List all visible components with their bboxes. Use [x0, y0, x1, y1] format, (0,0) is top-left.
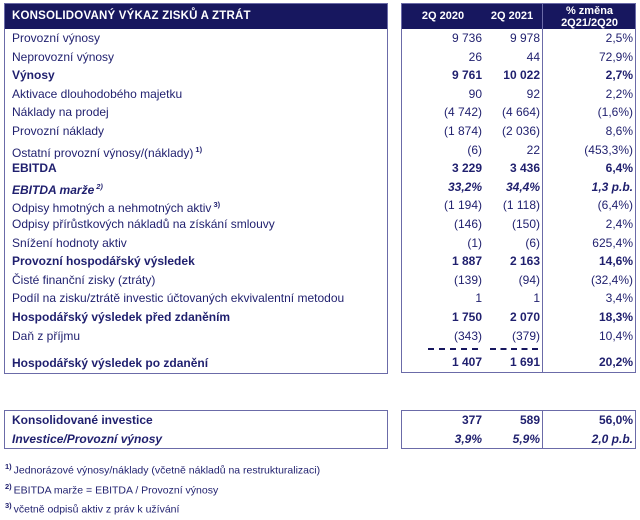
table-row	[402, 327, 635, 346]
table-row	[402, 103, 635, 122]
label-rows	[5, 29, 387, 373]
cell-c3: 18,3%	[598, 309, 633, 324]
cell-c2: (4 664)	[501, 105, 540, 120]
row-label-text: Náklady na prodej	[12, 105, 109, 120]
page-title: KONSOLIDOVANÝ VÝKAZ ZISKŮ A ZTRÁT	[5, 4, 387, 29]
cell-c3: 2,4%	[605, 216, 633, 231]
table-row	[402, 252, 635, 271]
row-label	[5, 308, 387, 327]
table-row	[402, 215, 635, 234]
cell-c3: 8,6%	[605, 123, 633, 138]
footnote-marker: 2)	[5, 481, 12, 491]
row-label-text: Čisté finanční zisky (ztráty)	[12, 272, 156, 287]
cell-c2: (379)	[511, 328, 540, 343]
row-label-text: Daň z příjmu	[12, 328, 81, 343]
column-header-change-line2: 2Q21/2Q20	[561, 17, 618, 29]
subtotal-rule-col1	[428, 348, 478, 350]
row-label	[5, 178, 387, 197]
cell-c2: 589	[519, 413, 540, 427]
table-row	[402, 159, 635, 178]
table-row	[402, 234, 635, 253]
cell-c1: 90	[468, 86, 482, 101]
subtotal-rule-col2	[490, 348, 538, 350]
row-label-text: Hospodářský výsledek po zdanění	[12, 356, 209, 371]
row-label	[5, 215, 387, 234]
numeric-panel	[401, 3, 636, 373]
row-label	[5, 327, 387, 346]
row-label-text: EBITDA marže	[12, 182, 95, 197]
row-label-text: Hospodářský výsledek před zdaněním	[12, 309, 231, 324]
cell-c1: 1	[475, 291, 482, 306]
footnote	[5, 479, 445, 499]
row-label-text: Podíl na zisku/ztrátě investic účtovaných ekvivalentní metodou	[12, 291, 345, 306]
cell-c2: 1	[533, 291, 540, 306]
cell-c3: 625,4%	[592, 235, 633, 250]
cell-c2: (6)	[525, 235, 540, 250]
column-header-change	[546, 4, 633, 29]
row-label-text: Neprovozní výnosy	[12, 49, 115, 64]
table-row	[402, 289, 635, 308]
row-label	[5, 29, 387, 48]
cell-c1: (146)	[453, 216, 482, 231]
table-row	[402, 196, 635, 215]
cell-c2: 22	[526, 142, 540, 157]
footnote	[5, 498, 445, 518]
row-label-text: Investice/Provozní výnosy	[12, 431, 163, 446]
cell-c2: 10 022	[503, 68, 540, 83]
row-label-text: Odpisy hmotných a nehmotných aktiv	[12, 201, 212, 215]
row-label	[5, 271, 387, 290]
footnote-marker: 3)	[213, 200, 221, 210]
spacer-row	[5, 345, 387, 354]
cell-c2: 1 691	[509, 355, 540, 370]
footnote-marker: 2)	[96, 181, 103, 191]
row-label	[5, 252, 387, 271]
investments-label-panel	[4, 410, 388, 449]
cell-c2: (2 036)	[501, 123, 540, 138]
cell-c3: 6,4%	[605, 161, 633, 176]
column-header-2q2021: 2Q 2021	[490, 10, 534, 22]
footnote	[5, 459, 445, 479]
table-row	[402, 271, 635, 290]
investments-label-rows	[5, 411, 387, 448]
cell-c1: 1 750	[451, 309, 482, 324]
footnote-text: Jednorázové výnosy/náklady (včetně nákladů na restrukturalizaci)	[13, 464, 321, 477]
cell-c2: 34,4%	[505, 179, 540, 194]
cell-c3: 3,4%	[605, 291, 633, 306]
cell-c2: 2 163	[509, 254, 540, 269]
row-label	[5, 234, 387, 253]
column-header-change-line1: % změna	[565, 5, 614, 17]
investments-numeric-rows	[402, 411, 635, 448]
table-row	[402, 85, 635, 104]
cell-c1: (343)	[453, 328, 482, 343]
footnote-text: včetně odpisů aktiv z práv k užívání	[13, 503, 180, 516]
row-label-text: Výnosy	[12, 68, 55, 83]
cell-c3: 20,2%	[598, 355, 633, 370]
footnote-text: EBITDA marže = EBITDA / Provozní výnosy	[13, 484, 219, 496]
cell-c1: 26	[468, 49, 482, 64]
footnotes	[5, 459, 445, 518]
cell-c3: 2,7%	[605, 68, 633, 83]
subtotal-rule	[402, 345, 635, 353]
cell-c1: (6)	[467, 142, 482, 157]
row-label	[5, 430, 387, 449]
row-label	[5, 196, 387, 215]
row-label	[5, 103, 387, 122]
cell-c2: 3 436	[509, 161, 540, 176]
cell-c3: 56,0%	[598, 413, 633, 427]
row-label-text: Provozní náklady	[12, 123, 105, 138]
cell-c2: 92	[526, 86, 540, 101]
cell-c3: 14,6%	[598, 254, 633, 269]
cell-c2: (150)	[511, 216, 540, 231]
row-label-text: EBITDA	[12, 161, 57, 176]
cell-c1: 1 887	[451, 254, 482, 269]
footnote-marker: 1)	[195, 144, 203, 154]
row-label-text: Konsolidované investice	[12, 413, 153, 427]
footnote-marker: 1)	[5, 462, 12, 471]
table-row	[402, 430, 635, 449]
table-row	[402, 48, 635, 67]
row-label	[5, 289, 387, 308]
row-label-text: Odpisy přírůstkových nákladů na získání smlouvy	[12, 216, 275, 231]
cell-c3: (32,4%)	[590, 272, 633, 287]
cell-c2: 9 978	[509, 31, 540, 45]
row-label	[5, 141, 387, 160]
row-label-text: Ostatní provozní výnosy/(náklady)	[12, 145, 194, 160]
column-header-2q2020: 2Q 2020	[421, 10, 465, 22]
row-label-text: Provozní hospodářský výsledek	[12, 254, 195, 269]
table-row	[402, 29, 635, 48]
row-label	[5, 354, 387, 373]
row-label	[5, 411, 387, 430]
cell-c3: (453,3%)	[584, 142, 633, 157]
cell-c2: 44	[526, 49, 540, 64]
cell-c3: 10,4%	[598, 328, 633, 343]
table-row	[402, 411, 635, 430]
numeric-rows	[402, 29, 635, 372]
cell-c1: 377	[461, 413, 482, 427]
table-row	[402, 353, 635, 372]
label-panel	[4, 3, 388, 374]
cell-c3: 2,2%	[605, 86, 633, 101]
footnote-marker: 3)	[5, 501, 12, 510]
cell-c2: 5,9%	[512, 431, 540, 446]
row-label	[5, 48, 387, 67]
cell-c1: (139)	[453, 272, 482, 287]
cell-c1: 9 761	[451, 68, 482, 83]
cell-c1: (1 874)	[443, 123, 482, 138]
row-label-text: Snížení hodnoty aktiv	[12, 235, 127, 250]
table-row	[402, 178, 635, 197]
row-label	[5, 122, 387, 141]
table-row	[402, 122, 635, 141]
investments-numeric-panel	[401, 410, 636, 449]
table-row	[402, 308, 635, 327]
row-label-text: Aktivace dlouhodobého majetku	[12, 86, 183, 101]
table-row	[402, 66, 635, 85]
cell-c1: 1 407	[451, 355, 482, 370]
cell-c3: 72,9%	[598, 49, 633, 64]
row-label-text: Provozní výnosy	[12, 31, 101, 45]
table-row	[402, 141, 635, 160]
cell-c3: 2,0 p.b.	[591, 431, 633, 446]
row-label	[5, 66, 387, 85]
cell-c2: 2 070	[509, 309, 540, 324]
cell-c1: 3,9%	[454, 431, 482, 446]
cell-c3: 1,3 p.b.	[591, 179, 633, 194]
row-label	[5, 85, 387, 104]
cell-c3: (1,6%)	[597, 105, 633, 120]
cell-c3: 2,5%	[605, 31, 633, 45]
cell-c3: (6,4%)	[597, 198, 633, 213]
cell-c1: (1 194)	[443, 198, 482, 213]
cell-c1: (4 742)	[443, 105, 482, 120]
row-label	[5, 159, 387, 178]
cell-c2: (1 118)	[502, 198, 540, 213]
cell-c1: 3 229	[451, 161, 482, 176]
column-header-row	[402, 4, 635, 29]
cell-c1: 33,2%	[447, 179, 482, 194]
cell-c1: (1)	[467, 235, 482, 250]
cell-c1: 9 736	[451, 31, 482, 45]
cell-c2: (94)	[518, 272, 540, 287]
